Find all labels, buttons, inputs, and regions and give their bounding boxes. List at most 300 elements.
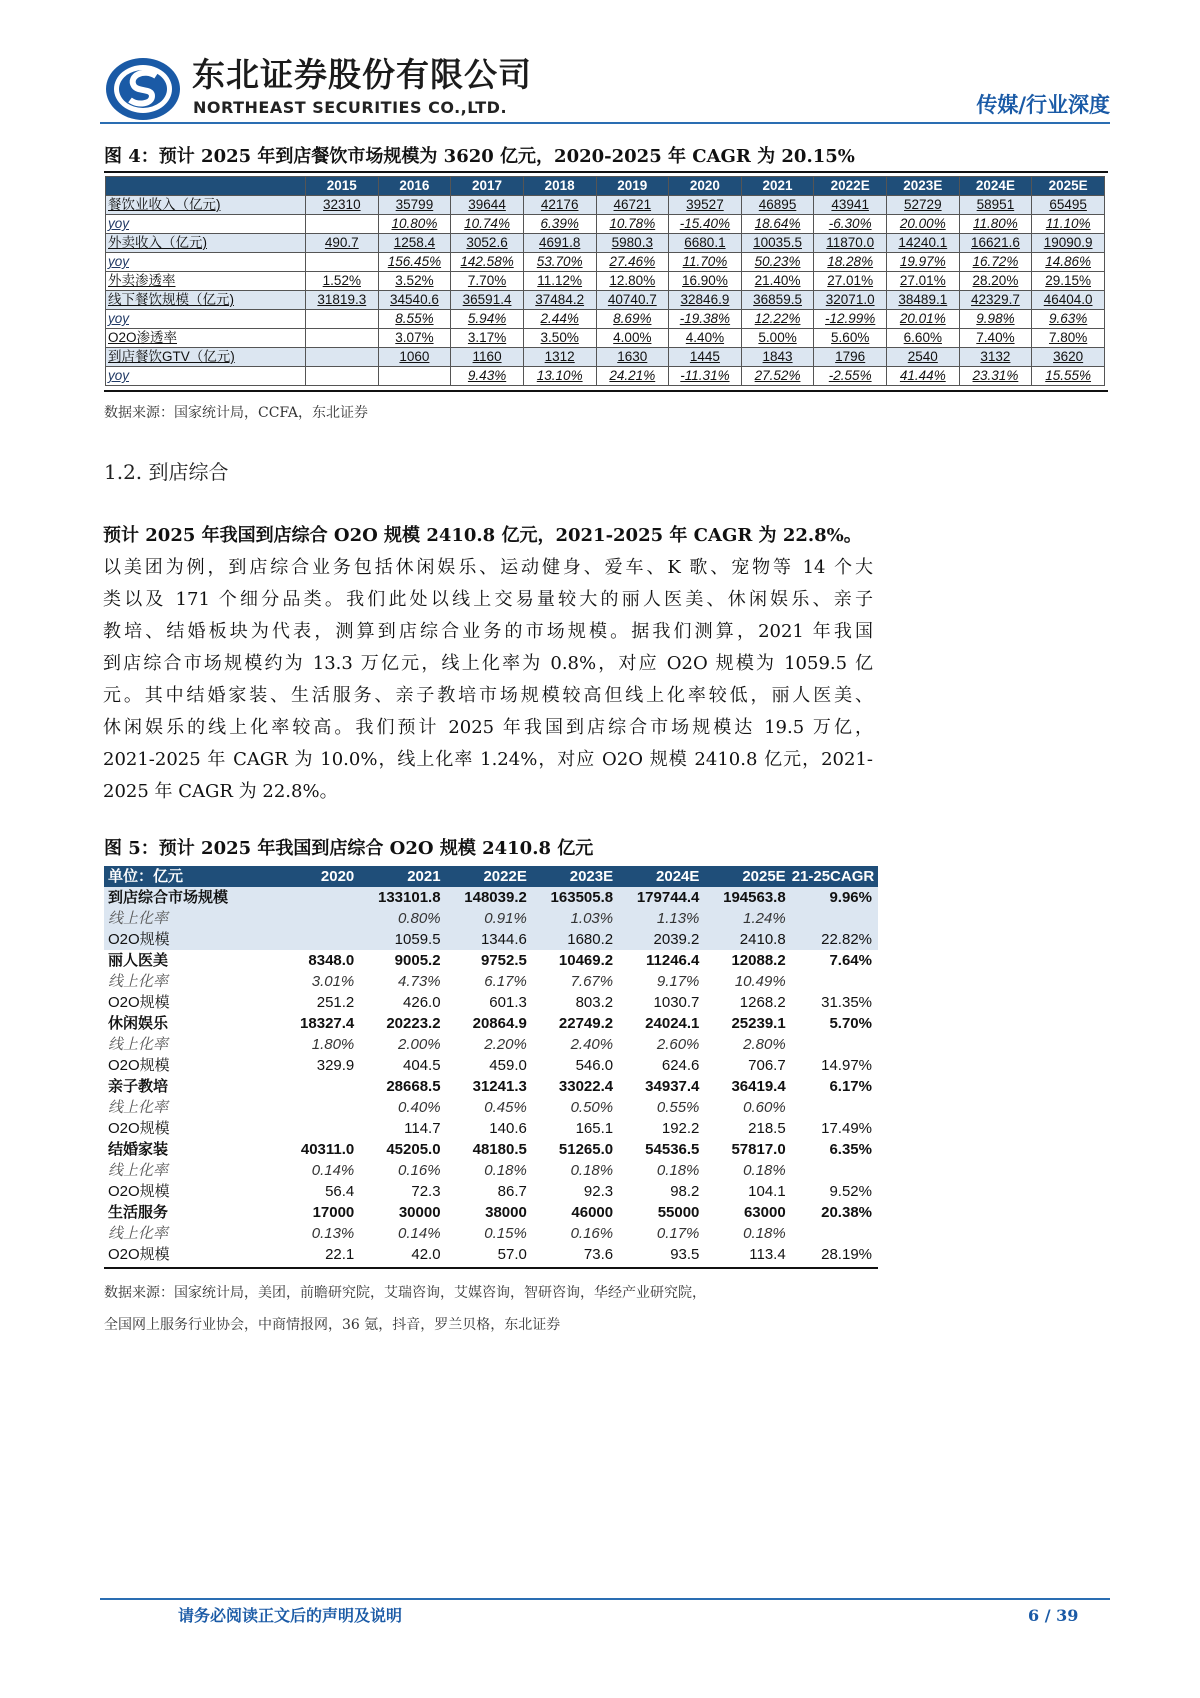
table-cell: 32310 <box>306 196 379 215</box>
table-cell: 46895 <box>741 196 814 215</box>
table-row <box>106 215 1105 234</box>
key-finding-line: 预计 2025 年我国到店综合 O2O 规模 2410.8 亿元，2021-2025 年 CAGR 为 22.8%。 <box>103 525 862 546</box>
table-row <box>104 1034 878 1055</box>
table-cell: 57817.0 <box>731 1140 786 1158</box>
table-cell: 1.52% <box>306 272 379 291</box>
table-cell: 140.6 <box>489 1119 527 1137</box>
row-label: 丽人医美 <box>108 951 169 969</box>
row-label: 线上化率 <box>108 972 169 990</box>
row-label: yoy <box>106 310 306 329</box>
table-cell: 1796 <box>814 348 887 367</box>
table-row <box>104 887 878 908</box>
table-cell <box>306 215 379 234</box>
header-divider <box>100 122 1110 124</box>
table-cell <box>274 1118 360 1139</box>
table-cell: 30000 <box>398 1203 441 1221</box>
table-cell: 3.50% <box>523 329 596 348</box>
column-header: 2017 <box>451 177 524 196</box>
table-cell: 5980.3 <box>596 234 669 253</box>
column-header: 2016 <box>378 177 451 196</box>
table-row <box>106 367 1105 386</box>
paragraph-line: 休闲娱乐的线上化率较高。我们预计 2025 年我国到店综合市场规模达 19.5 万亿， <box>103 717 873 738</box>
column-header: 21-25CAGR <box>792 866 878 887</box>
table-cell: 3.01% <box>311 972 355 990</box>
company-name-cn: 东北证券股份有限公司 <box>192 55 532 94</box>
table-cell: 98.2 <box>670 1182 700 1200</box>
table-cell: 63000 <box>743 1203 786 1221</box>
table-cell: 3.07% <box>378 329 451 348</box>
company-name-en: NORTHEAST SECURITIES CO.,LTD. <box>193 98 508 117</box>
table-cell: 10469.2 <box>558 951 614 969</box>
column-header: 2018 <box>523 177 596 196</box>
table-cell: 20.01% <box>887 310 960 329</box>
paragraph-line: 2025 年 CAGR 为 22.8%。 <box>103 781 338 802</box>
table-cell: 86.7 <box>497 1182 527 1200</box>
table-cell: 7.40% <box>959 329 1032 348</box>
table-cell: 8348.0 <box>308 951 355 969</box>
table-cell: 133101.8 <box>360 887 446 908</box>
row-label: 线上化率 <box>108 1224 169 1242</box>
table-cell: 104.1 <box>748 1182 786 1200</box>
paragraph-line: 到店综合市场规模约为 13.3 万亿元，线上化率为 0.8%，对应 O2O 规模为 1059.5 亿 <box>103 653 873 674</box>
table-cell: 9.96% <box>792 887 878 908</box>
row-label: 线下餐饮规模（亿元) <box>106 291 306 310</box>
table-cell: 72.3 <box>411 1182 441 1200</box>
table-row <box>104 1181 878 1202</box>
table-cell: 251.2 <box>316 993 355 1011</box>
table-row <box>106 348 1105 367</box>
table-cell: 9.17% <box>656 972 700 990</box>
table-cell: 490.7 <box>306 234 379 253</box>
table-cell: 148039.2 <box>447 887 533 908</box>
table-cell: 4.73% <box>398 972 441 990</box>
table-row <box>104 1076 878 1097</box>
table-cell <box>274 1076 360 1097</box>
table-cell: 54536.5 <box>645 1140 700 1158</box>
table-cell: 7.80% <box>1032 329 1105 348</box>
figure5-title: 图 5：预计 2025 年我国到店综合 O2O 规模 2410.8 亿元 <box>104 838 594 859</box>
footer-disclaimer-note: 请务必阅读正文后的声明及说明 <box>178 1606 403 1625</box>
table-cell: 10.78% <box>596 215 669 234</box>
row-label: 线上化率 <box>108 1098 169 1116</box>
table-cell: 42329.7 <box>959 291 1032 310</box>
table-cell: 0.17% <box>656 1224 700 1242</box>
table-row <box>104 1139 878 1160</box>
table-cell <box>792 1034 878 1055</box>
column-header: 2022E <box>814 177 887 196</box>
table-cell: 11.70% <box>669 253 742 272</box>
table-cell: 36591.4 <box>451 291 524 310</box>
column-header: 2025E <box>1032 177 1105 196</box>
table-row <box>104 1223 878 1244</box>
table-cell <box>792 1223 878 1244</box>
table-cell: 0.15% <box>484 1224 527 1242</box>
table-cell: 65495 <box>1032 196 1105 215</box>
table-row <box>104 1097 878 1118</box>
table-cell: 19.97% <box>887 253 960 272</box>
figure5-bottom-rule <box>104 1267 878 1269</box>
table-cell: 39527 <box>669 196 742 215</box>
table-cell: 218.5 <box>748 1119 786 1137</box>
figure4-title: 图 4：预计 2025 年到店餐饮市场规模为 3620 亿元，2020-2025 年 CAGR 为 20.15% <box>104 146 855 167</box>
table-cell: 20.38% <box>821 1203 872 1221</box>
table-cell: 1059.5 <box>360 929 446 950</box>
column-header: 2020 <box>274 866 360 887</box>
table-cell: 42176 <box>523 196 596 215</box>
table-cell: 459.0 <box>489 1056 527 1074</box>
table-cell: 3620 <box>1032 348 1105 367</box>
table-cell: 18327.4 <box>300 1014 355 1032</box>
table-cell: 329.9 <box>316 1056 355 1074</box>
table-cell: 2.20% <box>484 1035 527 1053</box>
row-label: O2O规模 <box>108 1056 170 1074</box>
table-cell: 8.69% <box>596 310 669 329</box>
table-cell: 23.31% <box>959 367 1032 386</box>
table-cell: 0.18% <box>484 1161 527 1179</box>
table-cell <box>792 908 878 929</box>
table-cell: 0.18% <box>570 1161 614 1179</box>
table-cell: -19.38% <box>669 310 742 329</box>
table-cell: 0.14% <box>398 1224 441 1242</box>
table-cell: 27.46% <box>596 253 669 272</box>
row-label: 线上化率 <box>108 1161 169 1179</box>
row-label: O2O规模 <box>108 1119 170 1137</box>
row-label: 餐饮业收入（亿元) <box>106 196 306 215</box>
table-cell: 16621.6 <box>959 234 1032 253</box>
table-cell: 46000 <box>571 1203 614 1221</box>
table-row <box>106 310 1105 329</box>
table-cell: 35799 <box>378 196 451 215</box>
table-cell: 16.90% <box>669 272 742 291</box>
table-cell: 41.44% <box>887 367 960 386</box>
table-cell: 92.3 <box>583 1182 614 1200</box>
table-cell: 11246.4 <box>646 951 700 969</box>
table-cell: 1680.2 <box>533 929 619 950</box>
table-cell: 1.80% <box>311 1035 355 1053</box>
table-cell: 1312 <box>523 348 596 367</box>
table-cell: 0.55% <box>656 1098 700 1116</box>
table-row <box>104 1244 878 1265</box>
row-label: yoy <box>106 367 306 386</box>
figure4-bottom-rule <box>104 390 1108 392</box>
table-cell: 34937.4 <box>645 1077 700 1095</box>
table-row <box>106 291 1105 310</box>
table-cell: 601.3 <box>489 993 527 1011</box>
table-cell: 6680.1 <box>669 234 742 253</box>
figure5-source-line2: 全国网上服务行业协会，中商情报网，36 氪，抖音，罗兰贝格，东北证券 <box>104 1317 561 1333</box>
table-cell: 9.52% <box>829 1182 872 1200</box>
table-cell: 9.43% <box>451 367 524 386</box>
table-cell: 546.0 <box>575 1056 614 1074</box>
table-row <box>104 1160 878 1181</box>
table-cell: 404.5 <box>403 1056 441 1074</box>
table-cell: 0.45% <box>484 1098 527 1116</box>
table-cell: 39644 <box>451 196 524 215</box>
table-row <box>106 234 1105 253</box>
table-row <box>104 1055 878 1076</box>
row-label: 外卖收入（亿元) <box>106 234 306 253</box>
table-cell <box>378 367 451 386</box>
table-cell: 0.18% <box>743 1161 786 1179</box>
table-cell: 32071.0 <box>814 291 887 310</box>
table-cell: 3.52% <box>378 272 451 291</box>
table-cell: 0.14% <box>311 1161 355 1179</box>
column-header <box>106 177 306 196</box>
table-cell: 4691.8 <box>523 234 596 253</box>
table-cell: 2410.8 <box>705 929 791 950</box>
table-cell: 5.94% <box>451 310 524 329</box>
table-row <box>104 950 878 971</box>
column-header: 2025E <box>705 866 791 887</box>
table-cell: 20.00% <box>887 215 960 234</box>
table-cell: -6.30% <box>814 215 887 234</box>
table-cell: 11.80% <box>959 215 1032 234</box>
footer-divider <box>100 1598 1110 1600</box>
table-cell: 29.15% <box>1032 272 1105 291</box>
table-cell: 1060 <box>378 348 451 367</box>
table-cell: 18.28% <box>814 253 887 272</box>
table-cell: 2.44% <box>523 310 596 329</box>
column-header: 2024E <box>619 866 705 887</box>
table-cell: 0.16% <box>398 1161 441 1179</box>
figure5-source-line1: 数据来源：国家统计局，美团，前瞻研究院，艾瑞咨询，艾媒咨询，智研咨询，华经产业研究院， <box>104 1285 706 1301</box>
table-cell: 37484.2 <box>523 291 596 310</box>
column-header: 2023E <box>887 177 960 196</box>
table-cell: 2.60% <box>656 1035 700 1053</box>
table-cell: 12088.2 <box>731 951 786 969</box>
row-label: 休闲娱乐 <box>108 1014 169 1032</box>
table-cell: 22.1 <box>325 1245 355 1263</box>
column-header: 2020 <box>669 177 742 196</box>
table-cell: 20223.2 <box>386 1014 441 1032</box>
table-row <box>104 929 878 950</box>
report-category: 传媒/行业深度 <box>976 92 1110 117</box>
table-cell: 46721 <box>596 196 669 215</box>
table-cell: 12.22% <box>741 310 814 329</box>
table-cell: 1.13% <box>619 908 705 929</box>
table-cell: 1268.2 <box>739 993 786 1011</box>
row-label: O2O规模 <box>108 993 170 1011</box>
table-cell: 31.35% <box>821 993 872 1011</box>
table-cell: 6.35% <box>829 1140 872 1158</box>
column-header: 2019 <box>596 177 669 196</box>
table-cell <box>306 367 379 386</box>
figure4-source: 数据来源：国家统计局，CCFA，东北证券 <box>104 405 369 421</box>
table-cell <box>274 929 360 950</box>
table-cell: 2540 <box>887 348 960 367</box>
table-cell: 38489.1 <box>887 291 960 310</box>
table-cell: 11870.0 <box>814 234 887 253</box>
table-cell: 9752.5 <box>480 951 527 969</box>
table-cell: 9005.2 <box>394 951 441 969</box>
table-cell: 53.70% <box>523 253 596 272</box>
table-cell: 14.86% <box>1032 253 1105 272</box>
table-cell: 0.60% <box>743 1098 786 1116</box>
row-label: 到店综合市场规模 <box>104 887 274 908</box>
row-label: O2O规模 <box>104 929 274 950</box>
table-cell: 13.10% <box>523 367 596 386</box>
row-label: O2O规模 <box>108 1182 170 1200</box>
table-cell: 0.80% <box>360 908 446 929</box>
table-cell: 27.01% <box>814 272 887 291</box>
table-cell <box>306 310 379 329</box>
table-cell: -12.99% <box>814 310 887 329</box>
table-cell: 6.39% <box>523 215 596 234</box>
table-cell: 24.21% <box>596 367 669 386</box>
row-label: 线上化率 <box>108 1035 169 1053</box>
table-cell: 9.98% <box>959 310 1032 329</box>
table-cell <box>274 908 360 929</box>
table-cell: 73.6 <box>583 1245 614 1263</box>
table-cell: 5.60% <box>814 329 887 348</box>
table-cell: 28668.5 <box>386 1077 441 1095</box>
table-cell: -2.55% <box>814 367 887 386</box>
table-cell <box>274 887 360 908</box>
paragraph-line: 元。其中结婚家装、生活服务、亲子教培市场规模较高但线上化率较低，丽人医美、 <box>103 685 873 706</box>
table-cell: 1344.6 <box>447 929 533 950</box>
table-cell: 114.7 <box>404 1119 441 1137</box>
table-cell: 27.52% <box>741 367 814 386</box>
table-cell: 50.23% <box>741 253 814 272</box>
table-cell: 46404.0 <box>1032 291 1105 310</box>
table-cell: -11.31% <box>669 367 742 386</box>
table-cell: 194563.8 <box>705 887 791 908</box>
table-cell: 36859.5 <box>741 291 814 310</box>
table-cell: 1160 <box>451 348 524 367</box>
table-cell: 0.50% <box>570 1098 614 1116</box>
table-cell: 24024.1 <box>645 1014 700 1032</box>
table-cell: 1630 <box>596 348 669 367</box>
table-cell: 0.16% <box>570 1224 614 1242</box>
table-cell: 3132 <box>959 348 1032 367</box>
table-cell: 40740.7 <box>596 291 669 310</box>
table-cell: 426.0 <box>403 993 441 1011</box>
table-cell: 7.70% <box>451 272 524 291</box>
row-label: 结婚家装 <box>108 1140 169 1158</box>
column-header: 2021 <box>741 177 814 196</box>
table-cell: 11.12% <box>523 272 596 291</box>
table-cell: 57.0 <box>497 1245 527 1263</box>
table-cell: 156.45% <box>378 253 451 272</box>
table-cell: 192.2 <box>661 1119 700 1137</box>
table-row <box>104 971 878 992</box>
table-cell: 10.74% <box>451 215 524 234</box>
section-paragraph <box>103 526 873 814</box>
table-cell: 27.01% <box>887 272 960 291</box>
table-cell: 803.2 <box>575 993 614 1011</box>
row-label: 到店餐饮GTV（亿元) <box>106 348 306 367</box>
table-cell: 165.1 <box>575 1119 614 1137</box>
figure4-title-rule <box>104 171 1108 173</box>
table-cell: 25239.1 <box>731 1014 786 1032</box>
column-header: 单位：亿元 <box>104 866 274 887</box>
paragraph-line: 2021-2025 年 CAGR 为 10.0%，线上化率 1.24%，对应 O2O 规模 2410.8 亿元，2021- <box>103 749 873 770</box>
table-cell: 40311.0 <box>300 1140 355 1158</box>
table-cell: 624.6 <box>661 1056 700 1074</box>
table-cell: 12.80% <box>596 272 669 291</box>
table-cell <box>274 1097 360 1118</box>
table-cell: 3052.6 <box>451 234 524 253</box>
table-cell: 0.40% <box>398 1098 441 1116</box>
table-cell: 8.55% <box>378 310 451 329</box>
table-header-row <box>106 177 1105 196</box>
table-cell: 1843 <box>741 348 814 367</box>
table-cell: 706.7 <box>748 1056 786 1074</box>
row-label: yoy <box>106 253 306 272</box>
table-cell: 1030.7 <box>653 993 700 1011</box>
table-cell: 22.82% <box>792 929 878 950</box>
table-cell: 1445 <box>669 348 742 367</box>
table-cell: 43941 <box>814 196 887 215</box>
table-cell: 10035.5 <box>741 234 814 253</box>
table-cell: 55000 <box>657 1203 700 1221</box>
table-row <box>104 1013 878 1034</box>
table-cell: 113.4 <box>749 1245 786 1263</box>
column-header: 2023E <box>533 866 619 887</box>
table-cell: 17.49% <box>821 1119 872 1137</box>
table-cell <box>306 329 379 348</box>
table-cell: 31819.3 <box>306 291 379 310</box>
table-cell <box>306 348 379 367</box>
table-cell: 10.49% <box>734 972 786 990</box>
table-cell: 163505.8 <box>533 887 619 908</box>
table-cell: 6.60% <box>887 329 960 348</box>
column-header: 2024E <box>959 177 1032 196</box>
table-cell: 28.19% <box>821 1245 872 1263</box>
table-cell: 11.10% <box>1032 215 1105 234</box>
table-row <box>104 992 878 1013</box>
row-label: 线上化率 <box>104 908 274 929</box>
table-cell: 42.0 <box>411 1245 441 1263</box>
figure4-table <box>105 176 1105 386</box>
table-cell: 32846.9 <box>669 291 742 310</box>
table-row <box>104 1202 878 1223</box>
table-cell <box>306 253 379 272</box>
table-cell: 93.5 <box>670 1245 700 1263</box>
row-label: O2O规模 <box>108 1245 170 1263</box>
table-cell: 1.03% <box>533 908 619 929</box>
table-cell: 14240.1 <box>887 234 960 253</box>
table-cell: 3.17% <box>451 329 524 348</box>
table-cell <box>792 1097 878 1118</box>
row-label: 生活服务 <box>108 1203 169 1221</box>
table-cell: 28.20% <box>959 272 1032 291</box>
table-cell: 34540.6 <box>378 291 451 310</box>
table-cell: 17000 <box>312 1203 355 1221</box>
table-cell: 31241.3 <box>472 1077 527 1095</box>
table-cell: 10.80% <box>378 215 451 234</box>
paragraph-line: 教培、结婚板块为代表，测算到店综合业务的市场规模。据我们测算，2021 年我国 <box>103 621 873 642</box>
table-cell <box>792 971 878 992</box>
table-cell: 38000 <box>485 1203 527 1221</box>
row-label: 亲子教培 <box>108 1077 169 1095</box>
table-cell: 45205.0 <box>386 1140 441 1158</box>
table-cell: 2.00% <box>398 1035 441 1053</box>
column-header: 2022E <box>447 866 533 887</box>
paragraph-line: 以美团为例，到店综合业务包括休闲娱乐、运动健身、爱车、K 歌、宠物等 14 个大 <box>103 557 873 578</box>
table-cell: 16.72% <box>959 253 1032 272</box>
table-cell: 14.97% <box>821 1056 872 1074</box>
table-cell: 2039.2 <box>619 929 705 950</box>
table-cell: 9.63% <box>1032 310 1105 329</box>
table-cell <box>792 1160 878 1181</box>
table-cell: 19090.9 <box>1032 234 1105 253</box>
table-cell: 6.17% <box>829 1077 872 1095</box>
row-label: 外卖渗透率 <box>106 272 306 291</box>
table-cell: 7.64% <box>829 951 872 969</box>
table-row <box>106 253 1105 272</box>
table-cell: 36419.4 <box>731 1077 786 1095</box>
